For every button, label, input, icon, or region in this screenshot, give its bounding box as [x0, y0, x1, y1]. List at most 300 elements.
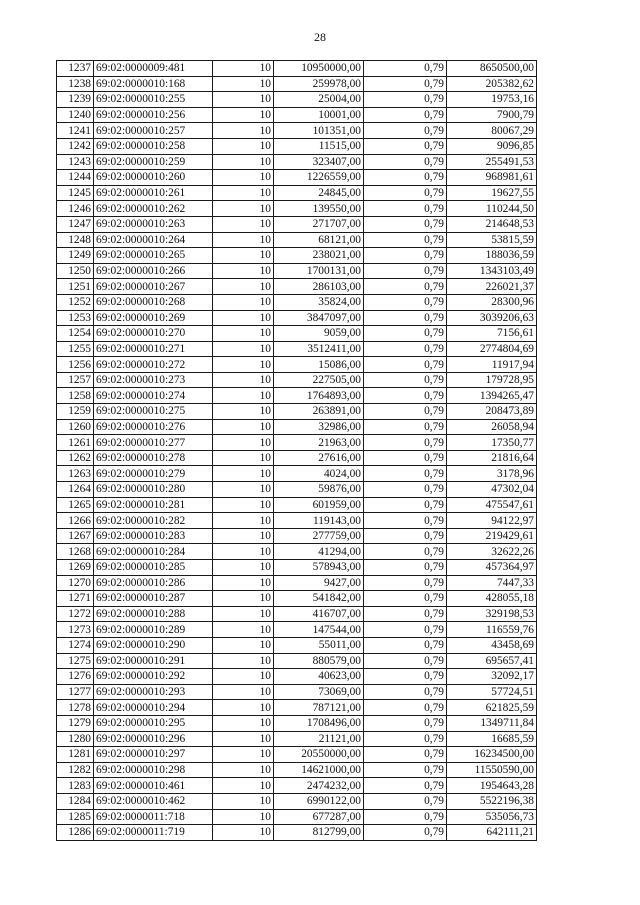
coefficient-cell: 0,79	[364, 528, 447, 544]
cadastral-number-cell: 69:02:0000010:273	[94, 372, 213, 388]
result-value-cell: 47302,04	[447, 482, 537, 498]
coefficient-cell: 0,79	[364, 61, 447, 77]
cadastral-number-cell: 69:02:0000010:461	[94, 778, 213, 794]
coefficient-cell: 0,79	[364, 76, 447, 92]
row-number-cell: 1285	[57, 809, 94, 825]
coefficient-cell: 0,79	[364, 419, 447, 435]
coefficient-cell: 0,79	[364, 653, 447, 669]
row-number-cell: 1282	[57, 762, 94, 778]
result-value-cell: 642111,21	[447, 825, 537, 841]
coefficient-cell: 0,79	[364, 435, 447, 451]
result-value-cell: 475547,61	[447, 497, 537, 513]
base-value-cell: 277759,00	[274, 528, 364, 544]
table-row	[57, 232, 537, 248]
cadastral-number-cell: 69:02:0000010:298	[94, 762, 213, 778]
coefficient-cell: 0,79	[364, 809, 447, 825]
base-value-cell: 238021,00	[274, 248, 364, 264]
coefficient-cell: 0,79	[364, 154, 447, 170]
coefficient-cell: 0,79	[364, 388, 447, 404]
row-number-cell: 1248	[57, 232, 94, 248]
base-value-cell: 21963,00	[274, 435, 364, 451]
base-value-cell: 1708496,00	[274, 715, 364, 731]
table-body	[57, 61, 537, 841]
cadastral-number-cell: 69:02:0000010:272	[94, 357, 213, 373]
base-value-cell: 271707,00	[274, 216, 364, 232]
row-number-cell: 1243	[57, 154, 94, 170]
cadastral-number-cell: 69:02:0000010:264	[94, 232, 213, 248]
table-row	[57, 201, 537, 217]
category-cell: 10	[213, 637, 274, 653]
category-cell: 10	[213, 528, 274, 544]
row-number-cell: 1262	[57, 450, 94, 466]
category-cell: 10	[213, 653, 274, 669]
category-cell: 10	[213, 715, 274, 731]
category-cell: 10	[213, 544, 274, 560]
coefficient-cell: 0,79	[364, 560, 447, 576]
base-value-cell: 6990122,00	[274, 793, 364, 809]
cadastral-number-cell: 69:02:0000010:296	[94, 731, 213, 747]
cadastral-number-cell: 69:02:0000010:260	[94, 170, 213, 186]
table-row	[57, 575, 537, 591]
base-value-cell: 2474232,00	[274, 778, 364, 794]
base-value-cell: 416707,00	[274, 606, 364, 622]
row-number-cell: 1275	[57, 653, 94, 669]
cadastral-number-cell: 69:02:0000010:255	[94, 92, 213, 108]
base-value-cell: 27616,00	[274, 450, 364, 466]
table-row	[57, 357, 537, 373]
category-cell: 10	[213, 216, 274, 232]
cadastral-number-cell: 69:02:0000011:718	[94, 809, 213, 825]
row-number-cell: 1251	[57, 279, 94, 295]
result-value-cell: 179728,95	[447, 372, 537, 388]
category-cell: 10	[213, 294, 274, 310]
row-number-cell: 1239	[57, 92, 94, 108]
cadastral-number-cell: 69:02:0000010:276	[94, 419, 213, 435]
table-row	[57, 653, 537, 669]
base-value-cell: 41294,00	[274, 544, 364, 560]
category-cell: 10	[213, 61, 274, 77]
cadastral-number-cell: 69:02:0000010:269	[94, 310, 213, 326]
result-value-cell: 208473,89	[447, 404, 537, 420]
table-row	[57, 294, 537, 310]
coefficient-cell: 0,79	[364, 778, 447, 794]
coefficient-cell: 0,79	[364, 669, 447, 685]
result-value-cell: 621825,59	[447, 700, 537, 716]
coefficient-cell: 0,79	[364, 482, 447, 498]
category-cell: 10	[213, 279, 274, 295]
row-number-cell: 1278	[57, 700, 94, 716]
result-value-cell: 3039206,63	[447, 310, 537, 326]
category-cell: 10	[213, 388, 274, 404]
cadastral-number-cell: 69:02:0000010:270	[94, 326, 213, 342]
table-row	[57, 310, 537, 326]
category-cell: 10	[213, 138, 274, 154]
table-row	[57, 747, 537, 763]
category-cell: 10	[213, 232, 274, 248]
base-value-cell: 1764893,00	[274, 388, 364, 404]
coefficient-cell: 0,79	[364, 591, 447, 607]
cadastral-number-cell: 69:02:0000010:261	[94, 185, 213, 201]
table-row	[57, 825, 537, 841]
row-number-cell: 1283	[57, 778, 94, 794]
cadastral-value-table	[56, 60, 537, 841]
result-value-cell: 7447,33	[447, 575, 537, 591]
table-row	[57, 482, 537, 498]
base-value-cell: 541842,00	[274, 591, 364, 607]
table-row	[57, 279, 537, 295]
row-number-cell: 1242	[57, 138, 94, 154]
table-row	[57, 216, 537, 232]
coefficient-cell: 0,79	[364, 450, 447, 466]
category-cell: 10	[213, 310, 274, 326]
coefficient-cell: 0,79	[364, 310, 447, 326]
cadastral-number-cell: 69:02:0000010:294	[94, 700, 213, 716]
table-row	[57, 138, 537, 154]
category-cell: 10	[213, 497, 274, 513]
base-value-cell: 14621000,00	[274, 762, 364, 778]
category-cell: 10	[213, 123, 274, 139]
base-value-cell: 35824,00	[274, 294, 364, 310]
base-value-cell: 119143,00	[274, 513, 364, 529]
coefficient-cell: 0,79	[364, 715, 447, 731]
table-row	[57, 419, 537, 435]
base-value-cell: 286103,00	[274, 279, 364, 295]
coefficient-cell: 0,79	[364, 731, 447, 747]
category-cell: 10	[213, 263, 274, 279]
category-cell: 10	[213, 450, 274, 466]
category-cell: 10	[213, 482, 274, 498]
base-value-cell: 323407,00	[274, 154, 364, 170]
category-cell: 10	[213, 326, 274, 342]
row-number-cell: 1256	[57, 357, 94, 373]
coefficient-cell: 0,79	[364, 575, 447, 591]
row-number-cell: 1281	[57, 747, 94, 763]
cadastral-number-cell: 69:02:0000010:295	[94, 715, 213, 731]
row-number-cell: 1279	[57, 715, 94, 731]
cadastral-number-cell: 69:02:0000010:257	[94, 123, 213, 139]
cadastral-number-cell: 69:02:0000010:271	[94, 341, 213, 357]
table-row	[57, 154, 537, 170]
result-value-cell: 11550590,00	[447, 762, 537, 778]
base-value-cell: 24845,00	[274, 185, 364, 201]
result-value-cell: 21816,64	[447, 450, 537, 466]
coefficient-cell: 0,79	[364, 622, 447, 638]
base-value-cell: 25004,00	[274, 92, 364, 108]
table-row	[57, 341, 537, 357]
base-value-cell: 55011,00	[274, 637, 364, 653]
category-cell: 10	[213, 419, 274, 435]
result-value-cell: 1349711,84	[447, 715, 537, 731]
cadastral-number-cell: 69:02:0000010:267	[94, 279, 213, 295]
coefficient-cell: 0,79	[364, 497, 447, 513]
table-row	[57, 513, 537, 529]
result-value-cell: 7900,79	[447, 107, 537, 123]
cadastral-number-cell: 69:02:0000010:462	[94, 793, 213, 809]
base-value-cell: 259978,00	[274, 76, 364, 92]
category-cell: 10	[213, 201, 274, 217]
result-value-cell: 1343103,49	[447, 263, 537, 279]
result-value-cell: 3178,96	[447, 466, 537, 482]
row-number-cell: 1277	[57, 684, 94, 700]
table-row	[57, 435, 537, 451]
coefficient-cell: 0,79	[364, 294, 447, 310]
cadastral-number-cell: 69:02:0000010:259	[94, 154, 213, 170]
category-cell: 10	[213, 466, 274, 482]
table-row	[57, 637, 537, 653]
base-value-cell: 3847097,00	[274, 310, 364, 326]
table-row	[57, 684, 537, 700]
base-value-cell: 101351,00	[274, 123, 364, 139]
coefficient-cell: 0,79	[364, 170, 447, 186]
result-value-cell: 329198,53	[447, 606, 537, 622]
category-cell: 10	[213, 731, 274, 747]
coefficient-cell: 0,79	[364, 684, 447, 700]
cadastral-number-cell: 69:02:0000010:279	[94, 466, 213, 482]
row-number-cell: 1268	[57, 544, 94, 560]
cadastral-number-cell: 69:02:0000010:265	[94, 248, 213, 264]
result-value-cell: 188036,59	[447, 248, 537, 264]
row-number-cell: 1250	[57, 263, 94, 279]
base-value-cell: 147544,00	[274, 622, 364, 638]
row-number-cell: 1249	[57, 248, 94, 264]
base-value-cell: 21121,00	[274, 731, 364, 747]
table-row	[57, 248, 537, 264]
result-value-cell: 43458,69	[447, 637, 537, 653]
cadastral-number-cell: 69:02:0000010:293	[94, 684, 213, 700]
result-value-cell: 26058,94	[447, 419, 537, 435]
category-cell: 10	[213, 560, 274, 576]
base-value-cell: 1700131,00	[274, 263, 364, 279]
page-number: 28	[314, 30, 326, 44]
category-cell: 10	[213, 575, 274, 591]
table-row	[57, 528, 537, 544]
table-row	[57, 263, 537, 279]
base-value-cell: 32986,00	[274, 419, 364, 435]
row-number-cell: 1265	[57, 497, 94, 513]
category-cell: 10	[213, 825, 274, 841]
coefficient-cell: 0,79	[364, 185, 447, 201]
cadastral-number-cell: 69:02:0000010:256	[94, 107, 213, 123]
coefficient-cell: 0,79	[364, 326, 447, 342]
result-value-cell: 1394265,47	[447, 388, 537, 404]
result-value-cell: 457364,97	[447, 560, 537, 576]
result-value-cell: 116559,76	[447, 622, 537, 638]
category-cell: 10	[213, 793, 274, 809]
table-row	[57, 92, 537, 108]
cadastral-number-cell: 69:02:0000010:285	[94, 560, 213, 576]
table-row	[57, 715, 537, 731]
coefficient-cell: 0,79	[364, 232, 447, 248]
table-row	[57, 388, 537, 404]
category-cell: 10	[213, 357, 274, 373]
table-row	[57, 123, 537, 139]
table-row	[57, 544, 537, 560]
table-row	[57, 185, 537, 201]
base-value-cell: 68121,00	[274, 232, 364, 248]
result-value-cell: 2774804,69	[447, 341, 537, 357]
base-value-cell: 20550000,00	[274, 747, 364, 763]
result-value-cell: 32092,17	[447, 669, 537, 685]
coefficient-cell: 0,79	[364, 138, 447, 154]
category-cell: 10	[213, 669, 274, 685]
row-number-cell: 1237	[57, 61, 94, 77]
result-value-cell: 226021,37	[447, 279, 537, 295]
cadastral-number-cell: 69:02:0000010:292	[94, 669, 213, 685]
table-row	[57, 778, 537, 794]
coefficient-cell: 0,79	[364, 372, 447, 388]
coefficient-cell: 0,79	[364, 747, 447, 763]
base-value-cell: 1226559,00	[274, 170, 364, 186]
row-number-cell: 1267	[57, 528, 94, 544]
coefficient-cell: 0,79	[364, 123, 447, 139]
row-number-cell: 1273	[57, 622, 94, 638]
category-cell: 10	[213, 778, 274, 794]
cadastral-number-cell: 69:02:0000010:275	[94, 404, 213, 420]
result-value-cell: 110244,50	[447, 201, 537, 217]
coefficient-cell: 0,79	[364, 201, 447, 217]
row-number-cell: 1259	[57, 404, 94, 420]
row-number-cell: 1238	[57, 76, 94, 92]
cadastral-number-cell: 69:02:0000010:278	[94, 450, 213, 466]
row-number-cell: 1261	[57, 435, 94, 451]
coefficient-cell: 0,79	[364, 263, 447, 279]
table-row	[57, 76, 537, 92]
category-cell: 10	[213, 170, 274, 186]
base-value-cell: 227505,00	[274, 372, 364, 388]
result-value-cell: 28300,96	[447, 294, 537, 310]
category-cell: 10	[213, 513, 274, 529]
row-number-cell: 1255	[57, 341, 94, 357]
base-value-cell: 812799,00	[274, 825, 364, 841]
coefficient-cell: 0,79	[364, 637, 447, 653]
row-number-cell: 1270	[57, 575, 94, 591]
cadastral-number-cell: 69:02:0000010:283	[94, 528, 213, 544]
table-row	[57, 497, 537, 513]
result-value-cell: 428055,18	[447, 591, 537, 607]
base-value-cell: 677287,00	[274, 809, 364, 825]
result-value-cell: 17350,77	[447, 435, 537, 451]
row-number-cell: 1240	[57, 107, 94, 123]
row-number-cell: 1244	[57, 170, 94, 186]
table-row	[57, 61, 537, 77]
result-value-cell: 32622,26	[447, 544, 537, 560]
cadastral-number-cell: 69:02:0000010:262	[94, 201, 213, 217]
result-value-cell: 19627,55	[447, 185, 537, 201]
table-row	[57, 622, 537, 638]
cadastral-number-cell: 69:02:0000010:277	[94, 435, 213, 451]
base-value-cell: 11515,00	[274, 138, 364, 154]
cadastral-number-cell: 69:02:0000010:274	[94, 388, 213, 404]
coefficient-cell: 0,79	[364, 700, 447, 716]
row-number-cell: 1266	[57, 513, 94, 529]
coefficient-cell: 0,79	[364, 92, 447, 108]
row-number-cell: 1257	[57, 372, 94, 388]
cadastral-number-cell: 69:02:0000010:297	[94, 747, 213, 763]
category-cell: 10	[213, 154, 274, 170]
table-row	[57, 793, 537, 809]
table-row	[57, 107, 537, 123]
table-row	[57, 450, 537, 466]
row-number-cell: 1264	[57, 482, 94, 498]
table-row	[57, 466, 537, 482]
cadastral-number-cell: 69:02:0000010:287	[94, 591, 213, 607]
result-value-cell: 94122,97	[447, 513, 537, 529]
base-value-cell: 10950000,00	[274, 61, 364, 77]
result-value-cell: 19753,16	[447, 92, 537, 108]
base-value-cell: 9059,00	[274, 326, 364, 342]
coefficient-cell: 0,79	[364, 544, 447, 560]
result-value-cell: 5522196,38	[447, 793, 537, 809]
table-row	[57, 731, 537, 747]
row-number-cell: 1246	[57, 201, 94, 217]
base-value-cell: 4024,00	[274, 466, 364, 482]
cadastral-number-cell: 69:02:0000010:281	[94, 497, 213, 513]
table-row	[57, 560, 537, 576]
row-number-cell: 1272	[57, 606, 94, 622]
coefficient-cell: 0,79	[364, 107, 447, 123]
table-row	[57, 326, 537, 342]
cadastral-number-cell: 69:02:0000010:266	[94, 263, 213, 279]
row-number-cell: 1263	[57, 466, 94, 482]
cadastral-number-cell: 69:02:0000010:288	[94, 606, 213, 622]
table-row	[57, 372, 537, 388]
result-value-cell: 205382,62	[447, 76, 537, 92]
row-number-cell: 1245	[57, 185, 94, 201]
cadastral-number-cell: 69:02:0000010:289	[94, 622, 213, 638]
result-value-cell: 11917,94	[447, 357, 537, 373]
row-number-cell: 1276	[57, 669, 94, 685]
result-value-cell: 535056,73	[447, 809, 537, 825]
result-value-cell: 214648,53	[447, 216, 537, 232]
coefficient-cell: 0,79	[364, 793, 447, 809]
category-cell: 10	[213, 185, 274, 201]
cadastral-number-cell: 69:02:0000010:291	[94, 653, 213, 669]
row-number-cell: 1247	[57, 216, 94, 232]
result-value-cell: 53815,59	[447, 232, 537, 248]
result-value-cell: 968981,61	[447, 170, 537, 186]
result-value-cell: 219429,61	[447, 528, 537, 544]
base-value-cell: 40623,00	[274, 669, 364, 685]
base-value-cell: 139550,00	[274, 201, 364, 217]
table-row	[57, 669, 537, 685]
row-number-cell: 1253	[57, 310, 94, 326]
cadastral-number-cell: 69:02:0000010:282	[94, 513, 213, 529]
cadastral-number-cell: 69:02:0000010:168	[94, 76, 213, 92]
coefficient-cell: 0,79	[364, 404, 447, 420]
base-value-cell: 73069,00	[274, 684, 364, 700]
category-cell: 10	[213, 435, 274, 451]
row-number-cell: 1252	[57, 294, 94, 310]
table-row	[57, 591, 537, 607]
base-value-cell: 15086,00	[274, 357, 364, 373]
result-value-cell: 16685,59	[447, 731, 537, 747]
category-cell: 10	[213, 809, 274, 825]
category-cell: 10	[213, 747, 274, 763]
category-cell: 10	[213, 404, 274, 420]
result-value-cell: 255491,53	[447, 154, 537, 170]
category-cell: 10	[213, 591, 274, 607]
table-row	[57, 170, 537, 186]
coefficient-cell: 0,79	[364, 513, 447, 529]
cadastral-number-cell: 69:02:0000010:284	[94, 544, 213, 560]
base-value-cell: 59876,00	[274, 482, 364, 498]
row-number-cell: 1286	[57, 825, 94, 841]
category-cell: 10	[213, 684, 274, 700]
result-value-cell: 16234500,00	[447, 747, 537, 763]
row-number-cell: 1254	[57, 326, 94, 342]
category-cell: 10	[213, 76, 274, 92]
cadastral-number-cell: 69:02:0000010:258	[94, 138, 213, 154]
